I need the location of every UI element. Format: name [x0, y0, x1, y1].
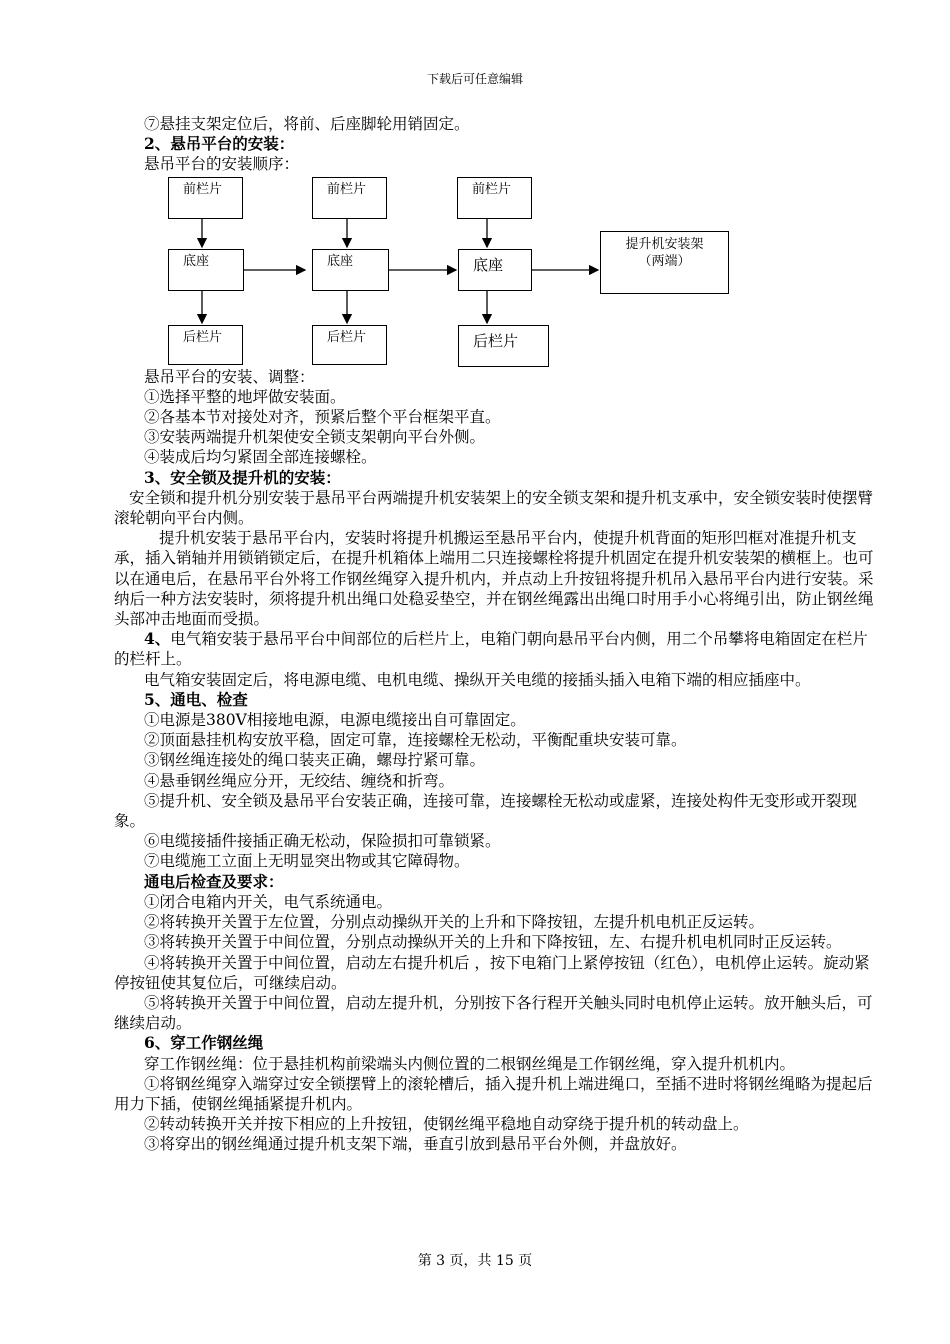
power-check-item: ①闭合电箱内开关，电气系统通电。 [144, 892, 393, 911]
section-5-title: 5、通电、检查 [144, 689, 248, 709]
platform-item: ④装成后均匀紧固全部连接螺栓。 [144, 448, 377, 467]
hoist-frame-box [600, 231, 729, 294]
col3-front-panel: 前栏片 [457, 177, 532, 219]
section-4-paragraph-1 [114, 629, 882, 669]
section-2-title: 2、悬吊平台的安装： [144, 134, 295, 154]
check-item: ②顶面悬挂机构安放平稳，固定可靠，连接螺栓无松动，平衡配重块安装可靠。 [144, 731, 687, 750]
col1-back-panel: 后栏片 [168, 325, 243, 365]
col3-back-panel: 后栏片 [458, 325, 549, 367]
page-header: 下载后可任意编辑 [426, 72, 523, 86]
platform-item: ①选择平整的地坪做安装面。 [144, 387, 346, 406]
check-item: ⑤提升机、安全锁及悬吊平台安装正确，连接可靠，连接螺栓无松动或虚紧，连接处构件无变形或开裂现象。 [114, 791, 858, 831]
check-item: ①电源是380V相接地电源，电源电缆接出自可靠固定。 [144, 711, 526, 730]
check-item: ⑦电缆施工立面上无明显突出物或其它障碍物。 [144, 852, 470, 871]
section-6-title: 6、穿工作钢丝绳 [144, 1033, 264, 1053]
power-check-item: ②将转换开关置于左位置，分别点动操纵开关的上升和下降按钮，左提升机电机正反运转。 [144, 913, 765, 932]
power-check-item: ④将转换开关置于中间位置，启动左右提升机后 ，按下电箱门上紧停按钮（红色），电机停止运转。旋动紧停按钮使其复位后，可继续启动。 [114, 953, 870, 992]
power-check-item: ⑤将转换开关置于中间位置，启动左提升机，分别按下各行程开关触头同时电机停止运转。放开触头后，可继续启动。 [114, 993, 873, 1033]
check-item: ⑥电缆接插件接插正确无松动，保险损扣可靠锁紧。 [144, 832, 501, 851]
rope-item: ②转动转换开关并按下相应的上升按钮，使钢丝绳平稳地自动穿绕于提升机的转动盘上。 [144, 1115, 749, 1134]
section-2-subtitle: 悬吊平台的安装顺序： [144, 155, 300, 174]
section-4-label: 4、 [144, 629, 171, 649]
col2-back-panel: 后栏片 [312, 325, 387, 365]
platform-item: ③安装两端提升机架使安全锁支架朝向平台外侧。 [144, 428, 486, 447]
col2-front-panel: 前栏片 [312, 177, 387, 219]
document-body [114, 114, 882, 1155]
check-item: ③钢丝绳连接处的绳口装夹正确，螺母拧紧可靠。 [144, 751, 486, 770]
step-7-line: ⑦悬挂支架定位后，将前、后座脚轮用销固定。 [144, 115, 470, 133]
section-3-paragraph-2: 提升机安装于悬吊平台内，安装时将提升机搬运至悬吊平台内，使提升机背面的矩形凹框对准提升机支承，插入销轴并用锁销锁定后，在提升机箱体上端用二只连接螺栓将提升机固定在提升机安装架的横框上。也可以在通电后，在悬吊平台外将工作钢丝绳穿入提升机内，并点动上升按钮将提升机吊入悬吊平台内进行安装。采纳后一种方法安装时，须将提升机出绳口处稳妥垫空，并在钢丝绳露出出绳口时用手小心将绳引出，防止钢丝绳头部冲击地面而受损。 [114, 529, 874, 629]
power-check-item: ③将转换开关置于中间位置，分别点动操纵开关的上升和下降按钮，左、右提升机电机同时正反运转。 [144, 933, 842, 952]
hoist-frame-note: （两端） [638, 253, 691, 269]
col1-base: 底座 [168, 249, 244, 291]
section-4-text: 电气箱安装于悬吊平台中间部位的后栏片上，电箱门朝向悬吊平台内侧，用二个吊攀将电箱固定在栏片的栏杆上。 [114, 630, 868, 669]
platform-section-title: 悬吊平台的安装、调整： [144, 367, 315, 386]
platform-item: ②各基本节对接处对齐，预紧后整个平台框架平直。 [144, 408, 501, 427]
section-4-paragraph-2: 电气箱安装固定后，将电源电缆、电机电缆、操纵开关电缆的接插头插入电箱下端的相应插座中。 [144, 670, 811, 689]
col3-base: 底座 [458, 249, 532, 291]
section-3-paragraph-1: 安全锁和提升机分别安装于悬吊平台两端提升机安装架上的安全锁支架和提升机支承中，安全锁安装时使摆臂滚轮朝向平台内侧。 [114, 488, 874, 528]
rope-item: ③将穿出的钢丝绳通过提升机支架下端，垂直引放到悬吊平台外侧，并盘放好。 [144, 1135, 687, 1154]
rope-item: ①将钢丝绳穿入端穿过安全锁摆臂上的滚轮槽后，插入提升机上端进绳口，至插不进时将钢丝绳略为提起后用力下插，使钢丝绳插紧提升机内。 [114, 1074, 873, 1113]
hoist-frame-label: 提升机安装架 [625, 236, 704, 252]
power-check-title: 通电后检查及要求： [144, 871, 284, 891]
installation-flow-diagram [114, 177, 882, 367]
section-6-paragraph: 穿工作钢丝绳：位于悬挂机构前梁端头内侧位置的二根钢丝绳是工作钢丝绳，穿入提升机机内。 [144, 1054, 796, 1073]
col1-front-panel: 前栏片 [168, 177, 243, 219]
col2-base: 底座 [312, 249, 389, 291]
check-item: ④悬垂钢丝绳应分开，无绞结、缠绕和折弯。 [144, 771, 455, 790]
section-3-title: 3、安全锁及提升机的安装： [144, 467, 341, 487]
page-footer: 第 3 页，共 15 页 [417, 1253, 533, 1269]
